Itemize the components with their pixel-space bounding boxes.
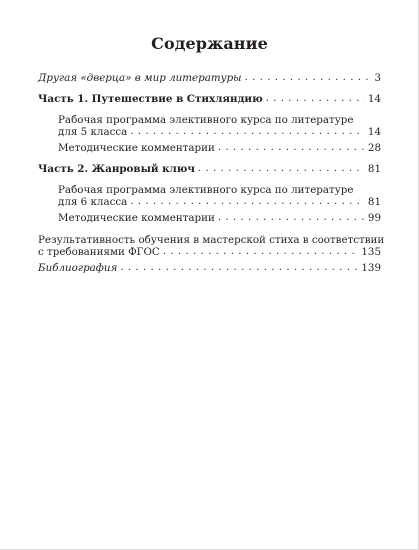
dot-leader: [245, 71, 372, 83]
dot-leader: [120, 261, 358, 273]
toc-page-number: 135: [361, 246, 381, 258]
toc-entry-title: Методические комментарии: [58, 212, 215, 224]
toc-entry-part-1[interactable]: [38, 93, 381, 105]
dot-leader: [130, 195, 365, 207]
toc-page-number: 139: [361, 262, 381, 274]
toc-entry-program-6[interactable]: [58, 184, 381, 208]
toc-page-number: 81: [367, 163, 381, 175]
toc-page-number: 28: [367, 142, 381, 154]
toc-entry-program-5[interactable]: [58, 114, 381, 138]
toc-page-number: 99: [367, 212, 381, 224]
toc-entry-title-line: Рабочая программа элективного курса по литературе: [58, 184, 354, 196]
toc-entry-title: Библиография: [38, 262, 118, 274]
toc-entry-title: с требованиями ФГОС: [38, 246, 160, 258]
toc-entry-title-line: Рабочая программа элективного курса по литературе: [58, 114, 354, 126]
dot-leader: [266, 92, 365, 104]
toc-page-number: 81: [367, 196, 381, 208]
toc-entry-results[interactable]: [38, 234, 385, 258]
toc-entry-intro[interactable]: [38, 72, 381, 84]
toc-entry-comments-1[interactable]: [58, 142, 381, 154]
page-title: Содержание: [151, 34, 268, 53]
dot-leader: [198, 162, 365, 174]
dot-leader: [163, 245, 359, 257]
toc-page-number: 3: [374, 72, 381, 84]
toc-entry-title-line: Результативность обучения в мастерской стиха в соответствии: [38, 234, 385, 246]
toc-entry-title: Другая «дверца» в мир литературы: [38, 72, 242, 84]
toc-entry-title: Методические комментарии: [58, 142, 215, 154]
toc-page-number: 14: [367, 93, 381, 105]
dot-leader: [130, 125, 365, 137]
toc-entry-title: для 5 класса: [58, 126, 128, 138]
toc-entry-comments-2[interactable]: [58, 212, 381, 224]
toc-entry-title: Часть 1. Путешествие в Стихляндию: [38, 93, 263, 105]
toc-entry-title: Часть 2. Жанровый ключ: [38, 163, 195, 175]
dot-leader: [218, 141, 365, 153]
toc-entry-title: для 6 класса: [58, 196, 128, 208]
toc-entry-bibliography[interactable]: [38, 262, 381, 274]
toc-page-number: 14: [367, 126, 381, 138]
dot-leader: [218, 211, 365, 223]
toc-entry-part-2[interactable]: [38, 163, 381, 175]
table-of-contents: [38, 72, 385, 274]
